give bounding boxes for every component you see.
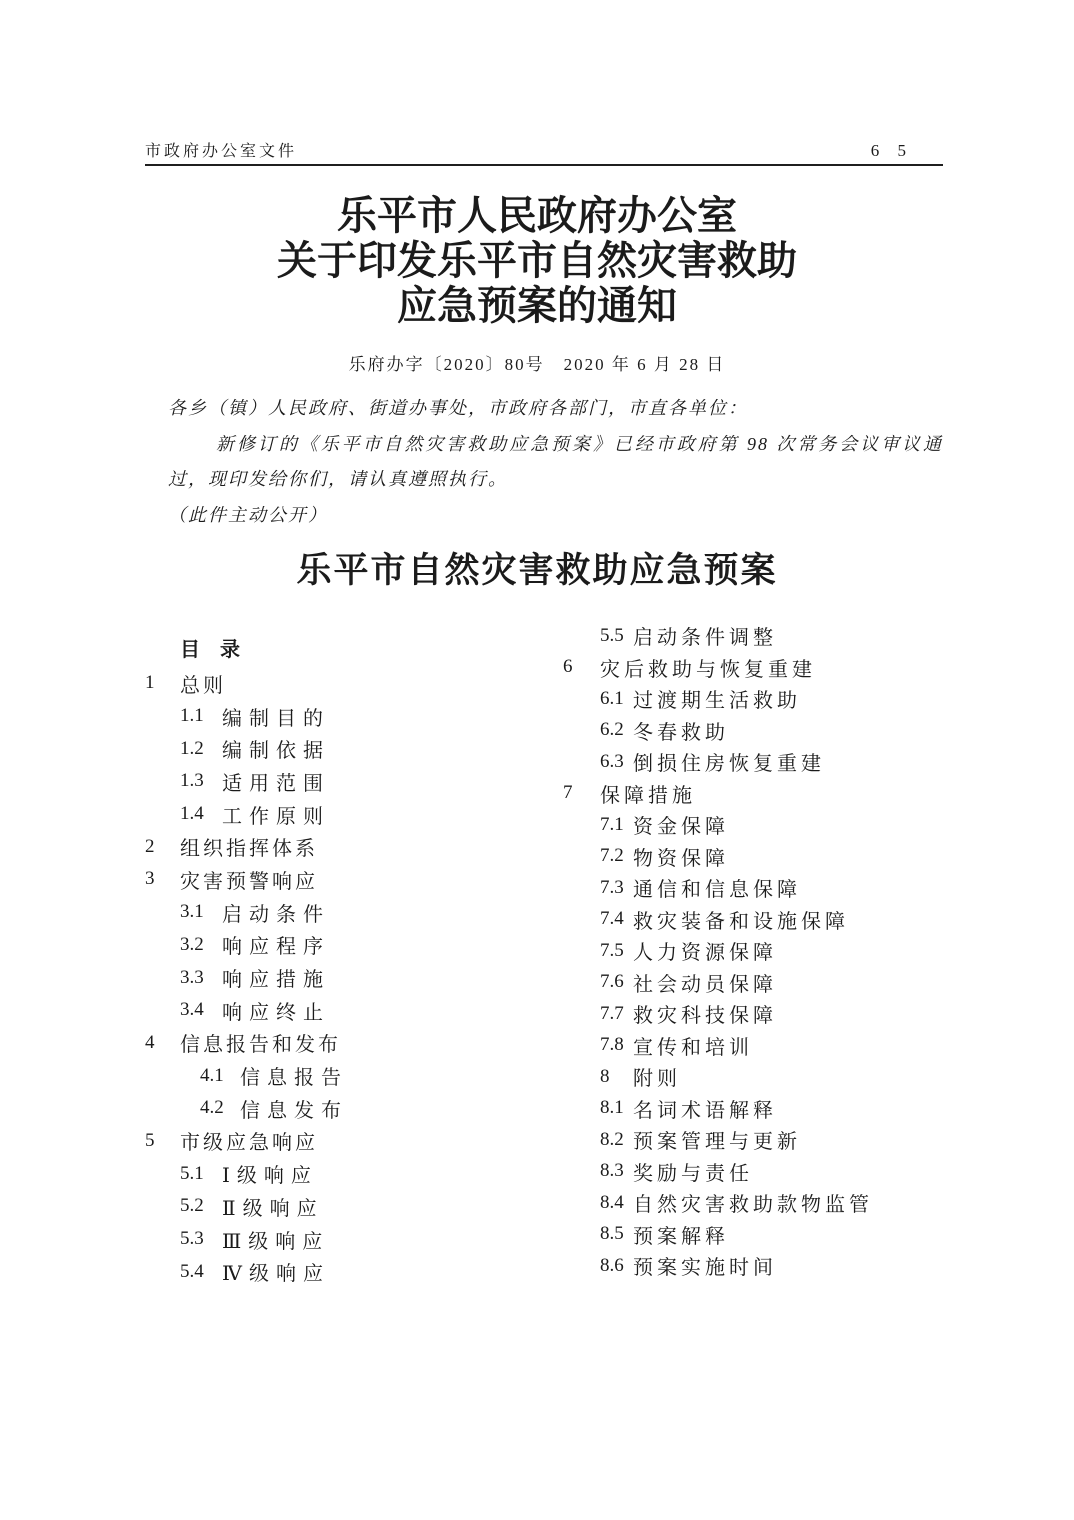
page-number: 6 5 xyxy=(870,141,913,160)
toc-item-label: 通信和信息保障 xyxy=(633,879,801,902)
disclosure-note: （此件主动公开） xyxy=(168,504,328,525)
toc-item-label: 人力资源保障 xyxy=(633,942,777,965)
toc-item-4-1 xyxy=(145,1059,348,1092)
toc-item-label: 附则 xyxy=(633,1068,681,1091)
toc-column-left xyxy=(145,634,348,1288)
toc-item-label: 保障措施 xyxy=(600,784,696,807)
toc-item-number: 1 xyxy=(145,672,155,694)
notice-title-line-2: 关于印发乐平市自然灾害救助 xyxy=(277,238,797,283)
toc-item-number: 6.1 xyxy=(600,687,624,709)
toc-item-8 xyxy=(563,1061,873,1093)
toc-item-label: 市级应急响应 xyxy=(180,1132,318,1155)
toc-item-label: 灾后救助与恢复重建 xyxy=(600,658,816,681)
toc-item-3-1 xyxy=(145,896,348,929)
toc-item-label: 工作原则 xyxy=(222,805,330,828)
toc-item-label: Ⅰ级响应 xyxy=(222,1165,318,1188)
toc-item-label: 总则 xyxy=(180,674,226,697)
toc-item-number: 1.4 xyxy=(180,803,204,825)
toc-item-7-7 xyxy=(563,998,873,1030)
toc-item-label: 宣传和培训 xyxy=(633,1036,753,1059)
toc-item-number: 7.6 xyxy=(600,971,624,993)
toc-item-label: 资金保障 xyxy=(633,816,729,839)
toc-item-8-6 xyxy=(563,1250,873,1282)
toc-item-6-1 xyxy=(563,683,873,715)
toc-item-number: 8.6 xyxy=(600,1254,624,1276)
toc-item-label: 社会动员保障 xyxy=(633,973,777,996)
header-document-type: 市政府办公室文件 xyxy=(145,143,298,160)
toc-item-7 xyxy=(563,778,873,810)
toc-item-label: 自然灾害救助款物监管 xyxy=(633,1194,873,1217)
notice-body xyxy=(168,391,943,533)
toc-item-5-4 xyxy=(145,1255,348,1288)
body-paragraph: 新修订的《乐平市自然灾害救助应急预案》已经市政府第 98 次常务会议审议通过，现印发给你们，请认真遵照执行。 xyxy=(168,433,943,489)
toc-item-label: 组织指挥体系 xyxy=(180,838,318,861)
toc-item-5-5 xyxy=(563,620,873,652)
toc-item-8-2 xyxy=(563,1124,873,1156)
toc-item-label: 信息报告 xyxy=(240,1067,348,1090)
toc-item-number: 5.1 xyxy=(180,1162,204,1184)
toc-item-label: 灾害预警响应 xyxy=(180,870,318,893)
toc-item-label: 物资保障 xyxy=(633,847,729,870)
toc-item-number: 6.2 xyxy=(600,719,624,741)
toc-item-label: 冬春救助 xyxy=(633,721,729,744)
toc-item-label: Ⅱ级响应 xyxy=(222,1197,324,1220)
plan-title: 乐平市自然灾害救助应急预案 xyxy=(296,551,778,590)
toc-item-number: 8.5 xyxy=(600,1223,624,1245)
toc-item-number: 3.2 xyxy=(180,933,204,955)
toc-item-7-2 xyxy=(563,841,873,873)
toc-item-label: 适用范围 xyxy=(222,772,330,795)
toc-item-number: 1.1 xyxy=(180,705,204,727)
toc-item-label: 编制目的 xyxy=(222,707,330,730)
toc-item-number: 7.1 xyxy=(600,813,624,835)
toc-item-2 xyxy=(145,830,348,863)
toc-item-number: 7.8 xyxy=(600,1034,624,1056)
toc-item-number: 4 xyxy=(145,1031,155,1053)
toc-item-6-3 xyxy=(563,746,873,778)
toc-item-7-6 xyxy=(563,967,873,999)
toc-item-number: 7.7 xyxy=(600,1002,624,1024)
toc-item-1-3 xyxy=(145,765,348,798)
toc-item-label: 预案管理与更新 xyxy=(633,1131,801,1154)
toc-item-number: 8.1 xyxy=(600,1097,624,1119)
toc-item-label: 救灾科技保障 xyxy=(633,1005,777,1028)
toc-item-number: 7.2 xyxy=(600,845,624,867)
toc-item-label: 救灾装备和设施保障 xyxy=(633,910,849,933)
toc-item-4 xyxy=(145,1027,348,1060)
toc-item-1-1 xyxy=(145,700,348,733)
toc-item-label: 启动条件 xyxy=(222,903,330,926)
toc-item-6-2 xyxy=(563,715,873,747)
toc-item-number: 5 xyxy=(145,1129,155,1151)
toc-item-number: 6.3 xyxy=(600,750,624,772)
toc-item-number: 8.3 xyxy=(600,1160,624,1182)
toc-item-label: Ⅲ级响应 xyxy=(222,1230,330,1253)
toc-item-number: 1.2 xyxy=(180,737,204,759)
toc-heading: 目 录 xyxy=(180,639,240,661)
toc-left-items xyxy=(145,667,348,1288)
toc-item-1 xyxy=(145,667,348,700)
toc-item-label: Ⅳ级响应 xyxy=(222,1263,330,1286)
toc-item-number: 5.4 xyxy=(180,1260,204,1282)
toc-item-number: 8.2 xyxy=(600,1128,624,1150)
toc-item-5 xyxy=(145,1125,348,1158)
toc-item-number: 6 xyxy=(563,656,573,678)
toc-item-label: 启动条件调整 xyxy=(633,627,777,650)
toc-item-3-2 xyxy=(145,929,348,962)
toc-item-7-3 xyxy=(563,872,873,904)
toc-item-label: 倒损住房恢复重建 xyxy=(633,753,825,776)
toc-item-3-3 xyxy=(145,961,348,994)
page-header xyxy=(145,138,943,166)
toc-item-label: 信息发布 xyxy=(240,1099,348,1122)
toc-item-5-2 xyxy=(145,1190,348,1223)
toc-item-number: 3.3 xyxy=(180,966,204,988)
toc-item-3 xyxy=(145,863,348,896)
toc-item-number: 5.3 xyxy=(180,1228,204,1250)
toc-item-label: 预案解释 xyxy=(633,1225,729,1248)
toc-item-number: 3.4 xyxy=(180,999,204,1021)
toc-item-5-3 xyxy=(145,1223,348,1256)
toc-item-label: 编制依据 xyxy=(222,740,330,763)
toc-item-number: 7 xyxy=(563,782,573,804)
toc-item-number: 7.4 xyxy=(600,908,624,930)
toc-item-number: 7.3 xyxy=(600,876,624,898)
toc-item-number: 4.2 xyxy=(200,1097,224,1119)
toc-item-8-4 xyxy=(563,1187,873,1219)
toc-item-number: 2 xyxy=(145,835,155,857)
toc-item-1-2 xyxy=(145,732,348,765)
toc-item-6 xyxy=(563,652,873,684)
toc-item-number: 1.3 xyxy=(180,770,204,792)
toc-item-7-1 xyxy=(563,809,873,841)
toc-item-8-5 xyxy=(563,1219,873,1251)
toc-item-number: 8 xyxy=(600,1065,610,1087)
toc-item-label: 响应程序 xyxy=(222,936,330,959)
toc-item-label: 响应措施 xyxy=(222,969,330,992)
toc-item-label: 信息报告和发布 xyxy=(180,1034,341,1057)
toc-item-label: 预案实施时间 xyxy=(633,1257,777,1280)
toc-item-number: 3.1 xyxy=(180,901,204,923)
toc-item-1-4 xyxy=(145,798,348,831)
toc-item-number: 4.1 xyxy=(200,1064,224,1086)
document-number: 乐府办字〔2020〕80号 2020 年 6 月 28 日 xyxy=(348,355,726,374)
toc-item-label: 名词术语解释 xyxy=(633,1099,777,1122)
salutation-line: 各乡（镇）人民政府、街道办事处，市政府各部门，市直各单位： xyxy=(168,398,748,418)
toc-column-right xyxy=(563,620,873,1282)
toc-item-number: 3 xyxy=(145,868,155,890)
toc-item-number: 5.5 xyxy=(600,624,624,646)
notice-title xyxy=(0,193,1074,328)
toc-item-7-5 xyxy=(563,935,873,967)
toc-item-4-2 xyxy=(145,1092,348,1125)
toc-item-3-4 xyxy=(145,994,348,1027)
toc-item-8-3 xyxy=(563,1156,873,1188)
toc-item-label: 奖励与责任 xyxy=(633,1162,753,1185)
toc-item-7-4 xyxy=(563,904,873,936)
toc-item-number: 5.2 xyxy=(180,1195,204,1217)
toc-item-7-8 xyxy=(563,1030,873,1062)
toc-item-label: 响应终止 xyxy=(222,1001,330,1024)
toc-item-number: 7.5 xyxy=(600,939,624,961)
notice-title-line-3: 应急预案的通知 xyxy=(397,283,677,328)
toc-item-label: 过渡期生活救助 xyxy=(633,690,801,713)
toc-item-5-1 xyxy=(145,1157,348,1190)
toc-item-8-1 xyxy=(563,1093,873,1125)
toc-item-number: 8.4 xyxy=(600,1191,624,1213)
notice-title-line-1: 乐平市人民政府办公室 xyxy=(337,193,737,238)
